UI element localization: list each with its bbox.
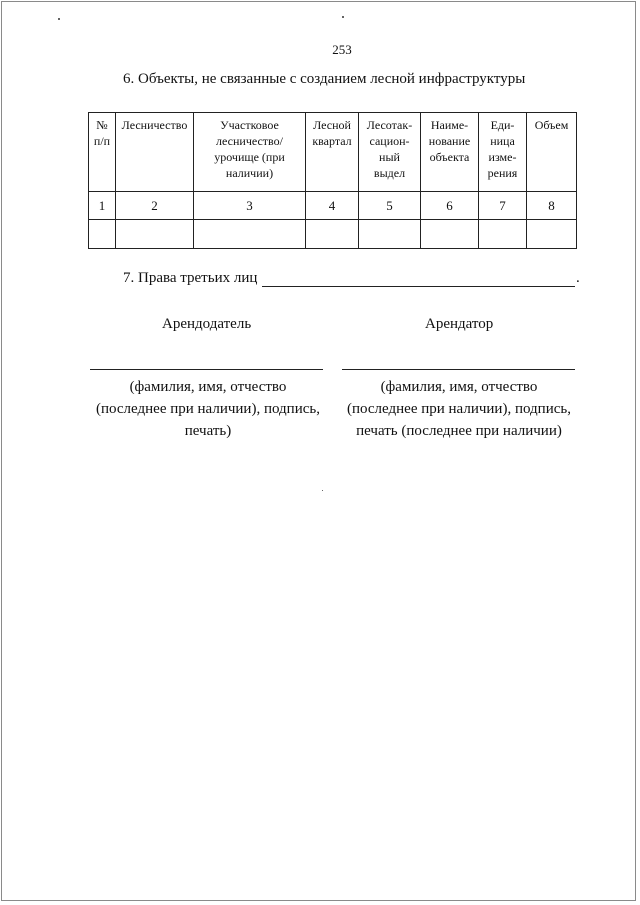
empty-table-row	[89, 220, 577, 249]
column-number-cell: 8	[527, 192, 577, 220]
page-number: 253	[332, 42, 352, 57]
lessee-signature-caption: (фамилия, имя, отчество (последнее при наличии), подпись, печать (последнее при наличии)	[347, 379, 571, 439]
empty-cell	[479, 220, 527, 249]
column-number-cell: 5	[359, 192, 421, 220]
empty-cell	[421, 220, 479, 249]
header-cell-taxation-unit: Лесотак- сацион- ный выдел	[359, 113, 421, 192]
empty-cell	[194, 220, 306, 249]
empty-cell	[306, 220, 359, 249]
section-6-title: 6. Объекты, не связанные с созданием лесной инфраструктуры	[123, 71, 526, 87]
third-party-rights-blank-line	[262, 286, 575, 287]
scan-speck	[342, 16, 344, 18]
header-cell-unit: Еди- ница изме- рения	[479, 113, 527, 192]
header-cell-object-name: Наиме- нование объекта	[421, 113, 479, 192]
column-number-cell: 6	[421, 192, 479, 220]
column-number-cell: 4	[306, 192, 359, 220]
scan-speck	[322, 490, 323, 491]
header-cell-forestry: Лесничество	[116, 113, 194, 192]
column-number-row	[89, 192, 577, 220]
lessor-signature-caption: (фамилия, имя, отчество (последнее при наличии), подпись, печать)	[96, 379, 320, 439]
scan-speck	[58, 18, 60, 20]
empty-cell	[359, 220, 421, 249]
empty-cell	[116, 220, 194, 249]
lessor-heading: Арендодатель	[162, 316, 252, 332]
header-cell-number: № п/п	[89, 113, 116, 192]
lessor-signature-line	[90, 369, 323, 370]
empty-cell	[89, 220, 116, 249]
objects-table	[88, 112, 577, 249]
header-cell-volume: Объем	[527, 113, 577, 192]
column-number-cell: 1	[89, 192, 116, 220]
lessee-heading: Арендатор	[425, 316, 494, 332]
third-party-rights-period: .	[576, 270, 580, 286]
empty-cell	[527, 220, 577, 249]
lessee-signature-line	[342, 369, 575, 370]
table-header-row	[89, 113, 577, 192]
header-cell-district-forestry: Участковое лесничество/ урочище (при наличии)	[194, 113, 306, 192]
header-cell-forest-quarter: Лесной квартал	[306, 113, 359, 192]
column-number-cell: 2	[116, 192, 194, 220]
column-number-cell: 3	[194, 192, 306, 220]
column-number-cell: 7	[479, 192, 527, 220]
third-party-rights-label: 7. Права третьих лиц	[123, 270, 258, 286]
